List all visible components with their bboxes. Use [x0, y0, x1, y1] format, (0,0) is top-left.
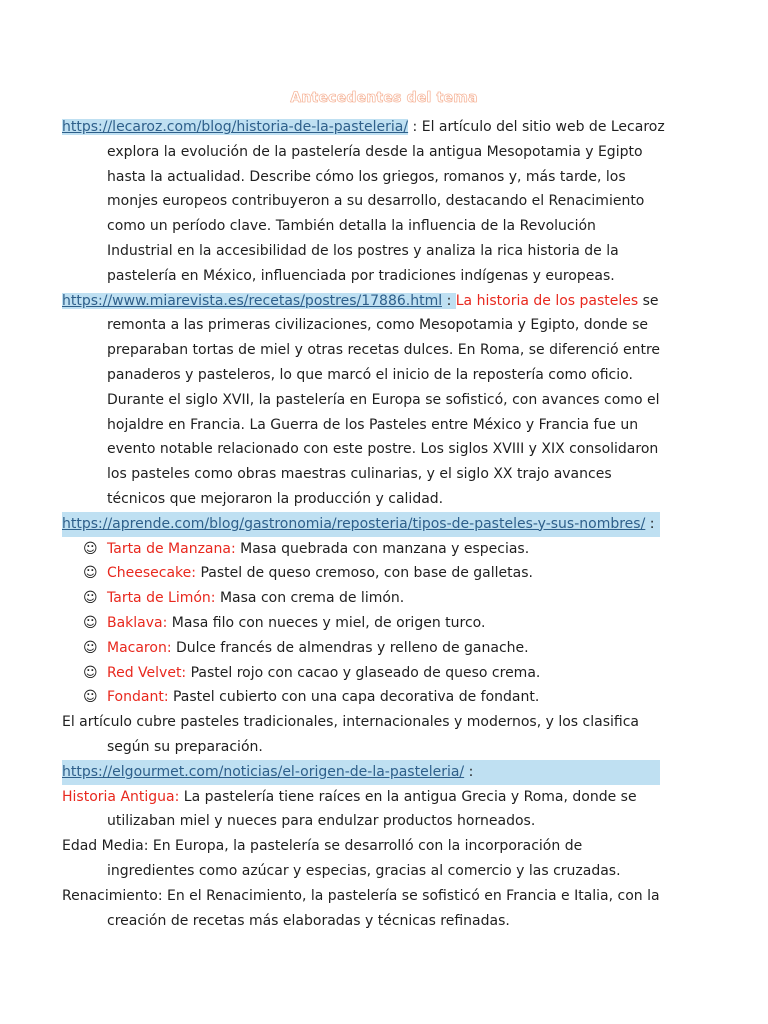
- paragraph-text: El artículo del sitio web de Lecaroz explora la evolución de la pastelería desde la antigua Mesopotamia y Egipto hasta la actualidad. Describe cómo los griegos, romanos y, más tarde, los monjes europeos contribuyeron a su desarrollo, destacando el Renacimiento como un período clave. También detalla la influencia de la Revolución Industrial en la accesibilidad de los postres y analiza la rica historia de la pastelería en México, influenciada por tradiciones indígenas y europeas.: [107, 119, 665, 284]
- pastel-name: Cheesecake:: [107, 565, 196, 582]
- pastel-name: Red Velvet:: [107, 664, 187, 681]
- historia-renacimiento: [62, 884, 666, 934]
- historia-antigua: [62, 785, 666, 835]
- paragraph-elgourmet: [62, 760, 666, 785]
- separator: :: [645, 515, 655, 532]
- pastel-desc: Pastel de queso cremoso, con base de galletas.: [196, 565, 533, 582]
- link-elgourmet[interactable]: https://elgourmet.com/noticias/el-origen-de-la-pasteleria/: [62, 763, 465, 780]
- paragraph-miarevista: [62, 289, 666, 512]
- pastel-desc: Masa con crema de limón.: [215, 590, 405, 607]
- pastel-name: Tarta de Limón:: [107, 590, 216, 607]
- paragraph-text: se remonta a las primeras civilizaciones, como Mesopotamia y Egipto, donde se preparaban tortas de miel y otras recetas dulces. En Roma, se diferenció entre panaderos y pasteleros, lo que marcó el inicio de la repostería como oficio. Durante el siglo XVII, la pastelería en Europa se sofisticó, con avances como el hojaldre en Francia. La Guerra de los Pasteles entre México y Francia fue un evento notable relacionado con este postre. Los siglos XVIII y XIX consolidaron los pasteles como obras maestras culinarias, y el siglo XX trajo avances técnicos que mejoraron la producción y calidad.: [107, 292, 660, 507]
- historia-text: En Europa, la pastelería se desarrolló con la incorporación de ingredientes como azúcar y especias, gracias al comercio y las cruzadas.: [107, 838, 621, 879]
- smiley-icon: ☺: [83, 565, 98, 582]
- historia-text: La pastelería tiene raíces en la antigua Grecia y Roma, donde se utilizaban miel y nueces para endulzar productos horneados.: [107, 788, 637, 830]
- separator: :: [464, 763, 474, 780]
- paragraph-lecaroz: [62, 115, 666, 289]
- smiley-icon: ☺: [83, 689, 98, 706]
- pastel-name: Macaron:: [107, 639, 172, 656]
- pastel-name: Fondant:: [107, 689, 169, 706]
- pastel-desc: Pastel cubierto con una capa decorativa de fondant.: [168, 689, 540, 706]
- smiley-icon: ☺: [83, 639, 98, 656]
- historia-edad-media: [62, 834, 666, 884]
- list-item: [62, 537, 666, 562]
- pastel-desc: Pastel rojo con cacao y glaseado de queso crema.: [186, 664, 541, 681]
- historia-label: Historia Antigua:: [62, 788, 180, 805]
- list-item: [62, 685, 666, 710]
- document-title: Antecedentes del tema: [290, 90, 478, 106]
- pastel-name: Baklava:: [107, 614, 168, 631]
- separator: :: [442, 292, 456, 309]
- smiley-icon: ☺: [83, 590, 98, 607]
- list-summary: El artículo cubre pasteles tradicionales, internacionales y modernos, y los clasifica según su preparación.: [62, 714, 639, 755]
- highlight-text: La historia de los pasteles: [455, 292, 639, 309]
- smiley-icon: ☺: [83, 540, 98, 557]
- link-lecaroz[interactable]: https://lecaroz.com/blog/historia-de-la-pasteleria/: [62, 119, 409, 135]
- list-item: [62, 586, 666, 611]
- pastel-desc: Dulce francés de almendras y relleno de ganache.: [171, 639, 529, 656]
- pastel-desc: Masa filo con nueces y miel, de origen turco.: [167, 614, 486, 631]
- smiley-icon: ☺: [83, 614, 98, 631]
- link-miarevista[interactable]: https://www.miarevista.es/recetas/postres/17886.html: [62, 292, 443, 309]
- pastel-desc: Masa quebrada con manzana y especias.: [235, 540, 530, 557]
- list-item: [62, 561, 666, 586]
- historia-label: Edad Media:: [62, 838, 149, 855]
- pasteles-list: [62, 537, 666, 711]
- smiley-icon: ☺: [83, 664, 98, 681]
- link-aprende[interactable]: https://aprende.com/blog/gastronomia/reposteria/tipos-de-pasteles-y-sus-nombres/: [62, 515, 646, 532]
- historia-label: Renacimiento:: [62, 887, 163, 904]
- list-item: [62, 661, 666, 686]
- document-body: [62, 115, 666, 933]
- list-item: [62, 636, 666, 661]
- separator: :: [408, 119, 422, 135]
- list-item: [62, 611, 666, 636]
- pastel-name: Tarta de Manzana:: [107, 540, 236, 557]
- paragraph-aprende: [62, 512, 666, 537]
- historia-text: En el Renacimiento, la pastelería se sofisticó en Francia e Italia, con la creación de recetas más elaboradas y técnicas refinadas.: [107, 887, 660, 929]
